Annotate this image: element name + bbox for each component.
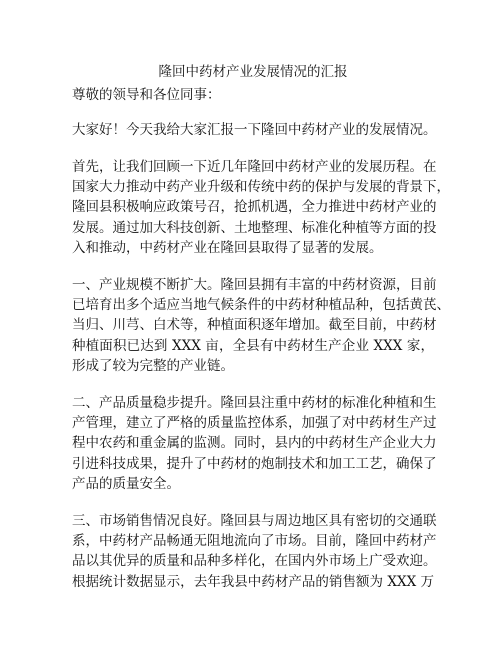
- paragraph-line: 程中农药和重金属的监测。同时，县内的中药材生产企业大力: [72, 435, 437, 452]
- paragraph-line: 一、产业规模不断扩大。隆回县拥有丰富的中药材资源，目前: [72, 277, 437, 293]
- greeting: 尊敬的领导和各位同事：: [72, 87, 221, 103]
- paragraph-line: 引进科技成果，提升了中药材的炮制技术和加工工艺，确保了: [72, 455, 437, 472]
- paragraph-line: 大家好！今天我给大家汇报一下隆回中药材产业的发展情况。: [72, 122, 437, 138]
- paragraph-line: 形成了较为完整的产业链。: [72, 357, 234, 374]
- paragraph-line: 根据统计数据显示，去年我县中药材产品的销售额为 XXX 万: [72, 573, 434, 590]
- paragraph-line: 国家大力推动中药产业升级和传统中药的保护与发展的背景下，: [72, 179, 450, 196]
- paragraph-history: [72, 157, 450, 258]
- paragraph-line: 首先，让我们回顾一下近几年隆回中药材产业的发展历程。在: [72, 159, 437, 175]
- paragraph-line: 入和推动，中药材产业在隆回县取得了显著的发展。: [72, 239, 383, 256]
- paragraph-line: 产品的质量安全。: [72, 475, 180, 492]
- paragraph-line: 隆回县积极响应政策号召，抢抓机遇，全力推进中药材产业的: [72, 199, 437, 216]
- paragraph-quality: [72, 393, 437, 494]
- document-title: 隆回中药材产业发展情况的汇报: [158, 64, 348, 80]
- paragraph-line: 已培育出多个适应当地气候条件的中药材种植品种，包括黄芪、: [72, 297, 450, 314]
- paragraph-line: 系，中药材产品畅通无阻地流向了市场。目前，隆回中药材产: [72, 533, 437, 550]
- paragraph-line: 三、市场销售情况良好。隆回县与周边地区具有密切的交通联: [72, 513, 437, 529]
- paragraph-scale: [72, 275, 450, 376]
- paragraph-intro: [72, 120, 437, 140]
- paragraph-line: 二、产品质量稳步提升。隆回县注重中药材的标准化种植和生: [72, 395, 437, 411]
- paragraph-market: [72, 511, 437, 592]
- paragraph-line: 种植面积已达到 XXX 亩，全县有中药材生产企业 XXX 家，: [72, 337, 434, 354]
- paragraph-line: 当归、川芎、白术等，种植面积逐年增加。截至目前，中药材: [72, 317, 437, 334]
- paragraph-line: 产管理，建立了严格的质量监控体系，加强了对中药材生产过: [72, 415, 437, 432]
- paragraph-line: 品以其优异的质量和品种多样化，在国内外市场上广受欢迎。: [72, 553, 437, 570]
- paragraph-line: 发展。通过加大科技创新、土地整理、标准化种植等方面的投: [72, 219, 437, 236]
